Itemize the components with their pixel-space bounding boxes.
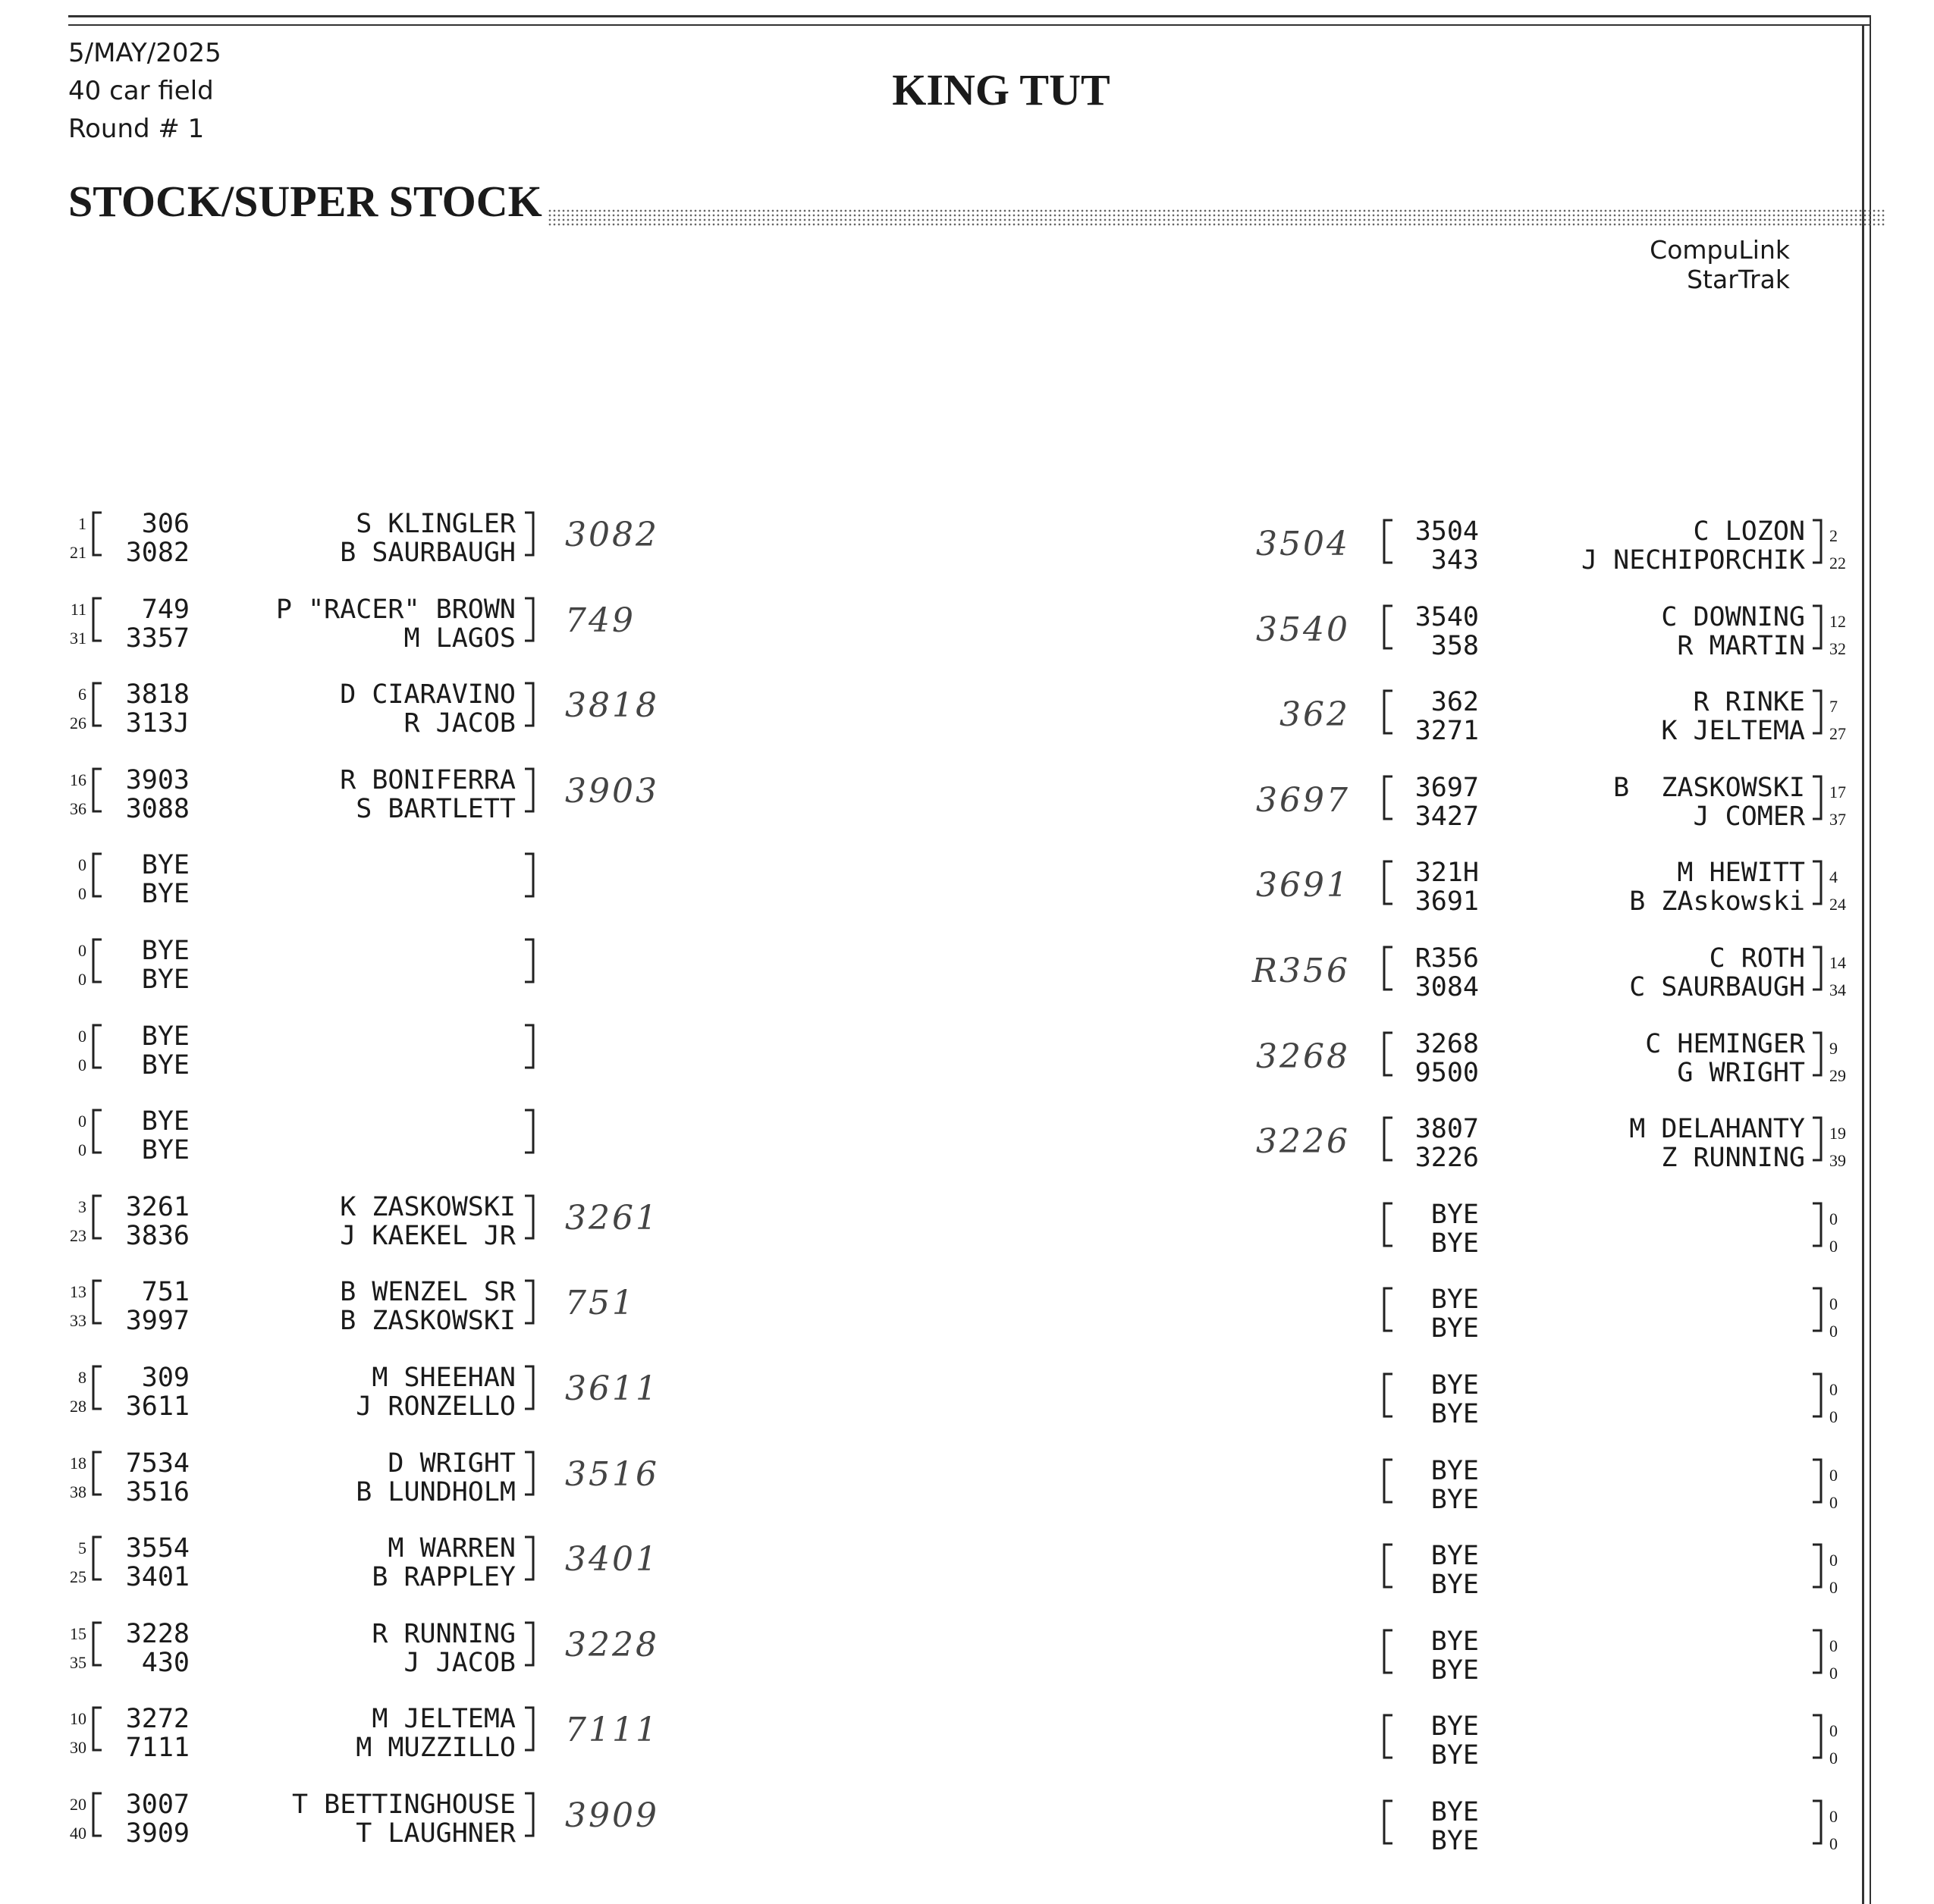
car-number: 3807 [1414, 1114, 1479, 1145]
bracket-right [1811, 1798, 1823, 1846]
driver-name: B ZAskowski [1629, 886, 1805, 917]
bracket-left [1382, 944, 1394, 993]
car-number: BYE [1430, 1455, 1479, 1486]
car-number: 3997 [125, 1306, 190, 1337]
driver-name: B LUNDHOLM [356, 1476, 516, 1507]
car-number: 313J [125, 708, 190, 739]
driver-name: C ROTH [1709, 943, 1805, 974]
driver-name: J KAEKEL JR [340, 1220, 516, 1251]
page-border [1862, 24, 1864, 1904]
car-number: BYE [1430, 1740, 1479, 1771]
field-size: 40 car field [68, 76, 214, 106]
handwritten-winner: 3818 [565, 686, 659, 726]
bracket-left [1382, 603, 1394, 651]
bracket-right [1811, 517, 1823, 566]
car-number: BYE [141, 1106, 190, 1137]
seed-number: 12 [1829, 611, 1846, 631]
seed-number: 28 [70, 1397, 86, 1416]
car-number: 362 [1430, 687, 1479, 718]
bracket-right [523, 1620, 535, 1668]
bracket-left [91, 1193, 103, 1241]
car-number: 751 [141, 1277, 190, 1308]
seed-number: 9 [1829, 1038, 1838, 1058]
bracket-right [523, 1534, 535, 1582]
car-number: BYE [1430, 1541, 1479, 1572]
bracket-left [1382, 1542, 1394, 1590]
driver-name: M LAGOS [403, 623, 516, 654]
car-number: BYE [1430, 1484, 1479, 1515]
driver-name: M SHEEHAN [372, 1363, 516, 1393]
driver-name: M MUZZILLO [356, 1733, 516, 1764]
software-label: CompuLink StarTrak [1650, 235, 1790, 294]
car-number: 9500 [1414, 1057, 1479, 1088]
handwritten-winner: 751 [565, 1284, 636, 1323]
driver-name: B SAURBAUGH [340, 538, 516, 568]
driver-name: R BONIFERRA [340, 764, 516, 795]
driver-name: J JACOB [403, 1647, 516, 1678]
car-number: 3084 [1414, 972, 1479, 1002]
car-number: 3836 [125, 1220, 190, 1251]
car-number: BYE [1430, 1570, 1479, 1601]
handwritten-winner: 3261 [565, 1198, 659, 1237]
driver-name: K JELTEMA [1661, 716, 1805, 747]
bracket-right [1811, 1712, 1823, 1761]
bracket-left [1382, 1285, 1394, 1334]
seed-number: 19 [1829, 1124, 1846, 1143]
bracket-left [1382, 1627, 1394, 1676]
seed-number: 5 [78, 1539, 86, 1558]
driver-name: Z RUNNING [1661, 1143, 1805, 1174]
seed-number: 7 [1829, 697, 1838, 717]
seed-number: 0 [78, 1112, 86, 1131]
seed-number: 39 [1829, 1151, 1846, 1171]
car-number: BYE [1430, 1228, 1479, 1259]
seed-number: 17 [1829, 782, 1846, 801]
bracket-right [1811, 1115, 1823, 1163]
seed-number: 24 [1829, 895, 1846, 914]
seed-number: 18 [70, 1453, 86, 1473]
seed-number: 0 [1829, 1465, 1838, 1485]
handwritten-winner: 3504 [1256, 525, 1350, 563]
bracket-right [1811, 1542, 1823, 1590]
bracket-left [91, 595, 103, 644]
driver-name: D WRIGHT [388, 1448, 516, 1479]
seed-number: 16 [70, 770, 86, 789]
seed-number: 29 [1829, 1065, 1846, 1085]
seed-number: 0 [1829, 1807, 1838, 1826]
driver-name: S KLINGLER [356, 509, 516, 539]
seed-number: 14 [1829, 953, 1846, 972]
bracket-right [523, 1193, 535, 1241]
car-number: BYE [1430, 1655, 1479, 1686]
seed-number: 34 [1829, 980, 1846, 999]
seed-number: 0 [78, 1026, 86, 1046]
car-number: BYE [1430, 1313, 1479, 1344]
bracket-right [523, 595, 535, 644]
car-number: 3818 [125, 679, 190, 710]
bracket-left [91, 1620, 103, 1668]
driver-name: M JELTEMA [372, 1704, 516, 1735]
seed-number: 0 [1829, 1380, 1838, 1399]
driver-name: B WENZEL SR [340, 1277, 516, 1308]
seed-number: 21 [70, 543, 86, 562]
driver-name: T BETTINGHOUSE [291, 1790, 516, 1820]
car-number: 3401 [125, 1562, 190, 1593]
car-number: BYE [141, 879, 190, 910]
car-number: BYE [1430, 1399, 1479, 1429]
bracket-left [1382, 1030, 1394, 1078]
seed-number: 0 [1829, 1492, 1838, 1512]
seed-number: 0 [78, 1055, 86, 1074]
car-number: BYE [141, 1021, 190, 1052]
car-number: BYE [141, 1135, 190, 1166]
driver-name: B RAPPLEY [372, 1562, 516, 1593]
driver-name: M HEWITT [1677, 858, 1805, 889]
car-number: 3272 [125, 1704, 190, 1735]
bracket-left [1382, 517, 1394, 566]
car-number: 306 [141, 509, 190, 539]
bracket-left [91, 510, 103, 558]
handwritten-winner: 3903 [565, 771, 659, 811]
handwritten-winner: 3697 [1256, 780, 1350, 820]
bracket-left [1382, 1457, 1394, 1505]
car-number: 3271 [1414, 716, 1479, 747]
seed-number: 26 [70, 714, 86, 733]
car-number: 3357 [125, 623, 190, 654]
driver-name: D CIARAVINO [340, 679, 516, 710]
round-number: Round # 1 [68, 114, 205, 144]
seed-number: 22 [1829, 554, 1846, 572]
seed-number: 1 [78, 514, 86, 533]
car-number: 3554 [125, 1533, 190, 1564]
bracket-right [1811, 1030, 1823, 1078]
bracket-left [91, 851, 103, 899]
seed-number: 0 [78, 941, 86, 960]
driver-name: G WRIGHT [1677, 1057, 1805, 1088]
seed-number: 8 [78, 1368, 86, 1387]
bracket-right [523, 1278, 535, 1326]
seed-number: 30 [70, 1738, 86, 1758]
car-number: BYE [1430, 1199, 1479, 1230]
car-number: 7534 [125, 1448, 190, 1479]
seed-number: 40 [70, 1824, 86, 1843]
handwritten-winner: 3226 [1256, 1122, 1350, 1162]
driver-name: C HEMINGER [1645, 1028, 1805, 1059]
seed-number: 0 [78, 970, 86, 989]
bracket-left [1382, 688, 1394, 736]
bracket-right [1811, 773, 1823, 822]
bracket-right [1811, 603, 1823, 651]
bracket-left [91, 1705, 103, 1753]
seed-number: 11 [70, 599, 86, 619]
bracket-left [1382, 1798, 1394, 1846]
car-number: BYE [1430, 1626, 1479, 1657]
handwritten-winner: 3401 [565, 1540, 659, 1579]
driver-name: C SAURBAUGH [1629, 972, 1805, 1002]
bracket-right [1811, 858, 1823, 907]
bracket-left [91, 1534, 103, 1582]
seed-number: 31 [70, 628, 86, 648]
seed-number: 0 [78, 884, 86, 904]
car-number: 3427 [1414, 801, 1479, 832]
bracket-right [523, 510, 535, 558]
bracket-right [523, 1449, 535, 1498]
seed-number: 25 [70, 1567, 86, 1587]
driver-name: C LOZON [1693, 516, 1805, 547]
bracket-left [91, 766, 103, 814]
seed-number: 36 [70, 798, 86, 818]
seed-number: 20 [70, 1795, 86, 1814]
driver-name: C DOWNING [1661, 601, 1805, 632]
car-number: 7111 [125, 1733, 190, 1764]
driver-name: M WARREN [388, 1533, 516, 1564]
handwritten-winner: 3228 [565, 1625, 659, 1664]
handwritten-winner: 3691 [1256, 866, 1350, 905]
class-title: STOCK/SUPER STOCK [68, 177, 542, 226]
bracket-left [91, 1449, 103, 1498]
car-number: BYE [141, 1049, 190, 1081]
bracket-right [523, 1107, 535, 1156]
driver-name: J COMER [1693, 801, 1805, 832]
seed-number: 0 [1829, 1834, 1838, 1853]
car-number: R356 [1414, 943, 1479, 974]
car-number: BYE [1430, 1826, 1479, 1856]
car-number: BYE [1430, 1711, 1479, 1742]
driver-name: J NECHIPORCHIK [1581, 545, 1805, 576]
driver-name: R RINKE [1693, 687, 1805, 718]
seed-number: 38 [70, 1482, 86, 1501]
car-number: 358 [1430, 630, 1479, 661]
car-number: 430 [141, 1647, 190, 1678]
seed-number: 3 [78, 1197, 86, 1216]
car-number: BYE [1430, 1370, 1479, 1401]
bracket-right [1811, 1200, 1823, 1249]
bracket-left [91, 936, 103, 985]
bracket-right [1811, 688, 1823, 736]
handwritten-winner: 3082 [565, 516, 659, 554]
seed-number: 37 [1829, 809, 1846, 829]
seed-number: 0 [1829, 1663, 1838, 1683]
bracket-right [523, 851, 535, 899]
bracket-left [1382, 1712, 1394, 1761]
bracket-left [91, 680, 103, 729]
car-number: BYE [1430, 1797, 1479, 1827]
race-date: 5/MAY/2025 [68, 38, 221, 68]
car-number: 3268 [1414, 1028, 1479, 1059]
seed-number: 0 [1829, 1721, 1838, 1741]
driver-name: B ZASKOWSKI [340, 1306, 516, 1337]
event-title: KING TUT [892, 65, 1110, 114]
seed-number: 6 [78, 685, 86, 704]
bracket-left [1382, 1115, 1394, 1163]
driver-name: B ZASKOWSKI [1613, 772, 1805, 803]
seed-number: 27 [1829, 724, 1846, 744]
car-number: BYE [141, 850, 190, 881]
dotted-rule [548, 209, 1886, 227]
driver-name: P "RACER" BROWN [275, 594, 516, 625]
bracket-right [1811, 1371, 1823, 1419]
driver-name: S BARTLETT [356, 793, 516, 824]
driver-name: R MARTIN [1677, 630, 1805, 661]
seed-number: 0 [1829, 1578, 1838, 1598]
driver-name: K ZASKOWSKI [340, 1191, 516, 1222]
driver-name: R RUNNING [372, 1618, 516, 1649]
bracket-left [1382, 1371, 1394, 1419]
bracket-left [91, 1022, 103, 1071]
seed-number: 33 [70, 1311, 86, 1331]
seed-number: 0 [1829, 1236, 1838, 1256]
car-number: 3516 [125, 1476, 190, 1507]
seed-number: 0 [1829, 1209, 1838, 1228]
car-number: 3909 [125, 1818, 190, 1849]
bracket-left [1382, 858, 1394, 907]
bracket-right [1811, 944, 1823, 993]
bracket-right [1811, 1457, 1823, 1505]
bracket-right [1811, 1285, 1823, 1334]
car-number: 3611 [125, 1391, 190, 1422]
seed-number: 0 [1829, 1551, 1838, 1570]
handwritten-winner: 3516 [565, 1454, 659, 1494]
car-number: 3504 [1414, 516, 1479, 547]
page-border [68, 15, 1870, 17]
driver-name: T LAUGHNER [356, 1818, 516, 1849]
car-number: 3261 [125, 1191, 190, 1222]
driver-name: R JACOB [403, 708, 516, 739]
bracket-right [1811, 1627, 1823, 1676]
seed-number: 0 [1829, 1749, 1838, 1768]
car-number: 3903 [125, 764, 190, 795]
seed-number: 35 [70, 1652, 86, 1672]
bracket-left [91, 1107, 103, 1156]
bracket-left [1382, 773, 1394, 822]
car-number: 309 [141, 1363, 190, 1393]
seed-number: 15 [70, 1623, 86, 1643]
bracket-right [523, 680, 535, 729]
car-number: 3088 [125, 793, 190, 824]
seed-number: 0 [1829, 1407, 1838, 1426]
driver-name: M DELAHANTY [1629, 1114, 1805, 1145]
bracket-right [523, 1790, 535, 1839]
handwritten-winner: 3909 [565, 1796, 659, 1835]
bracket-left [1382, 1200, 1394, 1249]
handwritten-winner: 749 [565, 601, 636, 640]
handwritten-winner: 3540 [1256, 610, 1350, 649]
seed-number: 0 [1829, 1294, 1838, 1314]
bracket-left [91, 1790, 103, 1839]
handwritten-winner: 3268 [1256, 1037, 1350, 1076]
bracket-right [523, 1705, 535, 1753]
bracket-left [91, 1363, 103, 1412]
seed-number: 23 [70, 1225, 86, 1245]
bracket-left [91, 1278, 103, 1326]
car-number: BYE [1430, 1284, 1479, 1316]
seed-number: 32 [1829, 638, 1846, 658]
driver-name: J RONZELLO [356, 1391, 516, 1422]
page-border [68, 24, 1870, 26]
seed-number: 4 [1829, 867, 1838, 887]
handwritten-winner: R356 [1251, 952, 1350, 990]
car-number: 3082 [125, 538, 190, 568]
car-number: 749 [141, 594, 190, 625]
car-number: 3228 [125, 1618, 190, 1649]
car-number: 3540 [1414, 601, 1479, 632]
handwritten-winner: 362 [1279, 695, 1350, 735]
seed-number: 0 [1829, 1636, 1838, 1655]
car-number: BYE [141, 965, 190, 995]
bracket-right [523, 936, 535, 985]
seed-number: 10 [70, 1709, 86, 1729]
car-number: 3226 [1414, 1143, 1479, 1174]
seed-number: 0 [1829, 1322, 1838, 1341]
car-number: BYE [141, 936, 190, 966]
bracket-right [523, 1363, 535, 1412]
car-number: 321H [1414, 858, 1479, 889]
handwritten-winner: 3611 [565, 1369, 659, 1408]
car-number: 3007 [125, 1790, 190, 1820]
seed-number: 0 [78, 1140, 86, 1160]
handwritten-winner: 7111 [565, 1711, 659, 1750]
car-number: 3697 [1414, 772, 1479, 803]
seed-number: 13 [70, 1282, 86, 1302]
bracket-right [523, 766, 535, 814]
car-number: 343 [1430, 545, 1479, 576]
page-border [1870, 15, 1871, 1904]
car-number: 3691 [1414, 886, 1479, 917]
seed-number: 0 [78, 855, 86, 875]
bracket-right [523, 1022, 535, 1071]
seed-number: 2 [1829, 526, 1838, 545]
